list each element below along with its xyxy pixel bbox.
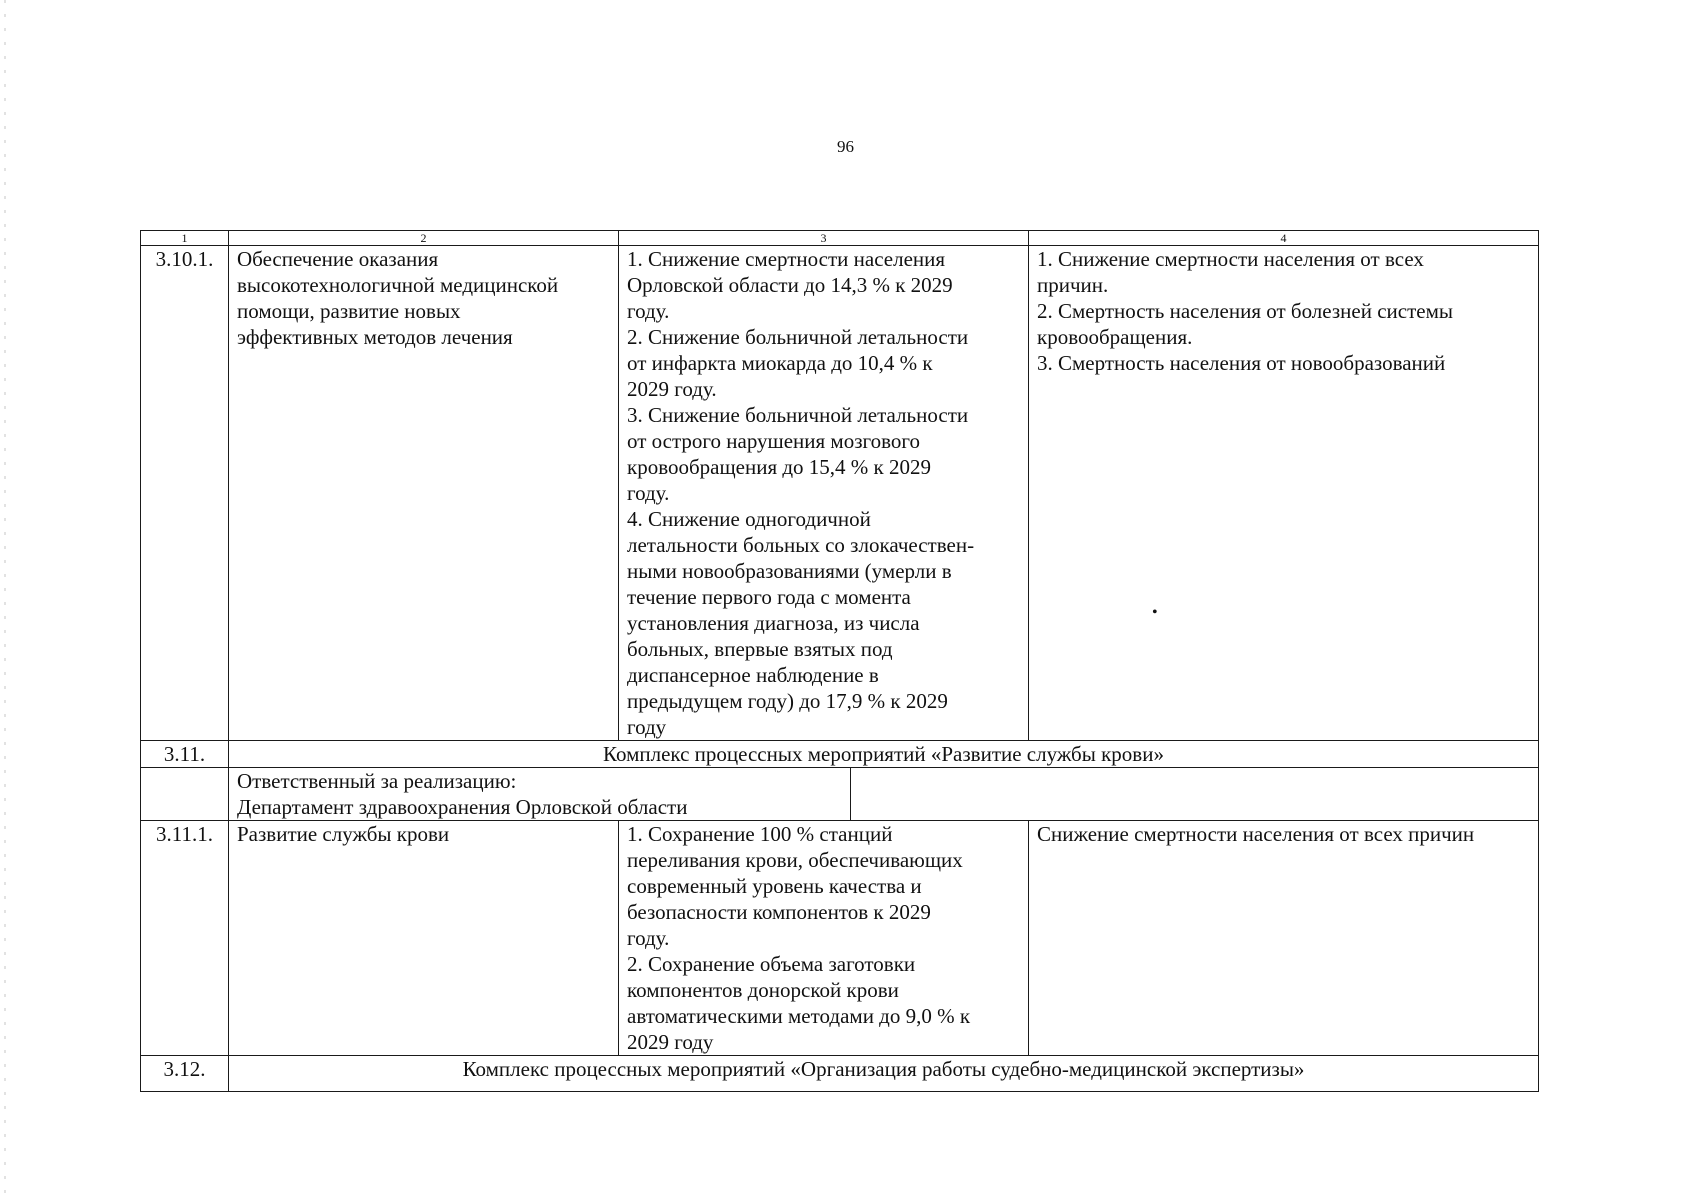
effect-line: 4. Снижение одногодичной bbox=[627, 507, 871, 531]
table-row-3-11 bbox=[141, 741, 1539, 768]
effect-line: году. bbox=[627, 299, 670, 323]
effect-line: Орловской области до 14,3 % к 2029 bbox=[627, 273, 953, 297]
column-number-4: 4 bbox=[1029, 231, 1539, 246]
indicator-line: причин. bbox=[1037, 273, 1109, 297]
effect-line: диспансерное наблюдение в bbox=[627, 663, 879, 687]
column-number-1: 1 bbox=[141, 231, 229, 246]
effect-line: летальности больных со злокачествен- bbox=[627, 533, 975, 557]
effect-line: течение первого года с момента bbox=[627, 585, 911, 609]
section-title: Комплекс процессных мероприятий «Развитие службы крови» bbox=[229, 741, 1539, 768]
task-line: Развитие службы крови bbox=[237, 822, 450, 846]
effect-line: 2. Снижение больничной летальности bbox=[627, 325, 969, 349]
effect-line: установления диагноза, из числа bbox=[627, 611, 920, 635]
effect-line: 2029 году. bbox=[627, 377, 717, 401]
effect-line: компонентов донорской крови bbox=[627, 978, 899, 1002]
task-line: Обеспечение оказания bbox=[237, 247, 439, 271]
task-line: помощи, развитие новых bbox=[237, 299, 461, 323]
column-number-row bbox=[141, 231, 1539, 246]
page-number: 96 bbox=[837, 137, 854, 156]
effect-line: 2029 году bbox=[627, 1030, 714, 1054]
effect-line: году bbox=[627, 715, 667, 739]
responsible-cell bbox=[229, 768, 1539, 821]
table-row-3-11-1 bbox=[141, 821, 1539, 1056]
measures-table bbox=[140, 230, 1539, 1092]
indicator-line: 3. Смертность населения от новообразований bbox=[1037, 351, 1446, 375]
indicator-line: 2. Смертность населения от болезней системы bbox=[1037, 299, 1453, 323]
task-cell bbox=[229, 821, 619, 1056]
effect-line: больных, впервые взятых под bbox=[627, 637, 893, 661]
effect-line: от острого нарушения мозгового bbox=[627, 429, 920, 453]
responsible-department: Департамент здравоохранения Орловской области bbox=[237, 795, 688, 819]
effect-line: современный уровень качества и bbox=[627, 874, 922, 898]
indicators-cell bbox=[1029, 246, 1539, 741]
task-cell bbox=[229, 246, 619, 741]
scan-edge-artifact bbox=[4, 0, 6, 1200]
table-row-3-10-1 bbox=[141, 246, 1539, 741]
table-row-responsible bbox=[141, 768, 1539, 821]
indicator-line: Снижение смертности населения от всех причин bbox=[1037, 822, 1475, 846]
effect-line: году. bbox=[627, 481, 670, 505]
column-number-3: 3 bbox=[619, 231, 1029, 246]
effect-line: кровообращения до 15,4 % к 2029 bbox=[627, 455, 931, 479]
indicators-cell bbox=[1029, 821, 1539, 1056]
effect-line: 1. Снижение смертности населения bbox=[627, 247, 946, 271]
effect-line: переливания крови, обеспечивающих bbox=[627, 848, 963, 872]
effect-line: 2. Сохранение объема заготовки bbox=[627, 952, 916, 976]
effect-line: 1. Сохранение 100 % станций bbox=[627, 822, 893, 846]
indicator-line: кровообращения. bbox=[1037, 325, 1193, 349]
effect-line: ными новообразованиями (умерли в bbox=[627, 559, 952, 583]
section-title: Комплекс процессных мероприятий «Организация работы судебно-медицинской экспертизы» bbox=[229, 1056, 1539, 1092]
effects-cell bbox=[619, 246, 1029, 741]
task-line: эффективных методов лечения bbox=[237, 325, 513, 349]
row-number: 3.12. bbox=[141, 1056, 229, 1092]
table-row-3-12 bbox=[141, 1056, 1539, 1092]
column-number-2: 2 bbox=[229, 231, 619, 246]
indicator-line: 1. Снижение смертности населения от всех bbox=[1037, 247, 1424, 271]
responsible-text bbox=[229, 768, 851, 820]
responsible-label: Ответственный за реализацию: bbox=[237, 769, 517, 793]
effect-line: 3. Снижение больничной летальности bbox=[627, 403, 969, 427]
stray-mark: • bbox=[1152, 604, 1158, 621]
task-line: высокотехнологичной медицинской bbox=[237, 273, 559, 297]
effect-line: безопасности компонентов к 2029 bbox=[627, 900, 931, 924]
effect-line: предыдущем году) до 17,9 % к 2029 bbox=[627, 689, 948, 713]
effect-line: году. bbox=[627, 926, 670, 950]
effect-line: от инфаркта миокарда до 10,4 % к bbox=[627, 351, 933, 375]
responsible-empty-cell bbox=[851, 768, 1538, 820]
effects-cell bbox=[619, 821, 1029, 1056]
empty-number-cell bbox=[141, 768, 229, 821]
row-number: 3.11. bbox=[141, 741, 229, 768]
effect-line: автоматическими методами до 9,0 % к bbox=[627, 1004, 971, 1028]
row-number: 3.10.1. bbox=[141, 246, 229, 741]
row-number: 3.11.1. bbox=[141, 821, 229, 1056]
